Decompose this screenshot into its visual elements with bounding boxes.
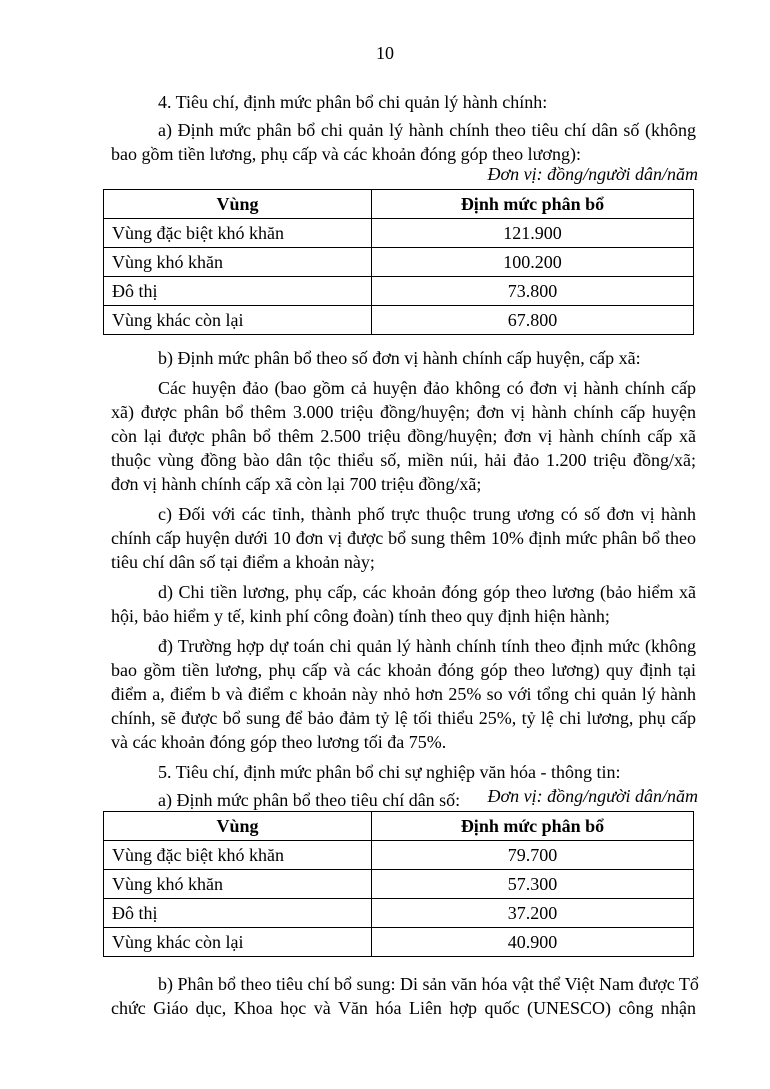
section4-a-line2: bao gồm tiền lương, phụ cấp và các khoản đóng góp theo lương): <box>111 144 581 164</box>
page-number: 10 <box>376 43 394 63</box>
region-cell: Vùng khác còn lại <box>104 928 372 957</box>
value-cell: 100.200 <box>372 248 694 277</box>
section5-a-line: a) Định mức phân bổ theo tiêu chí dân số: <box>158 790 461 810</box>
section4-b-line1: Các huyện đảo (bao gồm cả huyện đảo không có đơn vị hành chính cấp <box>158 378 696 398</box>
column-header-norm: Định mức phân bổ <box>372 812 694 841</box>
region-cell: Đô thị <box>104 899 372 928</box>
section5-heading: 5. Tiêu chí, định mức phân bổ chi sự nghiệp văn hóa - thông tin: <box>158 762 621 782</box>
section4-c-line2: chính cấp huyện dưới 10 đơn vị được bổ sung thêm 10% định mức phân bổ theo <box>111 528 696 548</box>
section4-d-line2: hội, bảo hiểm y tế, kinh phí công đoàn) tính theo quy định hiện hành; <box>111 606 610 626</box>
section4-b-line4: thuộc vùng đồng bào dân tộc thiểu số, miền núi, hải đảo 1.200 triệu đồng/xã; <box>111 450 696 470</box>
section4-c-line1: c) Đối với các tỉnh, thành phố trực thuộc trung ương có số đơn vị hành <box>158 504 696 524</box>
column-header-norm: Định mức phân bổ <box>372 190 694 219</box>
column-header-region: Vùng <box>104 190 372 219</box>
section5-b-line2: chức Giáo dục, Khoa học và Văn hóa Liên hợp quốc (UNESCO) công nhận <box>111 998 696 1018</box>
region-cell: Vùng đặc biệt khó khăn <box>104 841 372 870</box>
section4-dd-line1: đ) Trường hợp dự toán chi quản lý hành chính tính theo định mức (không <box>158 636 696 656</box>
value-cell: 67.800 <box>372 306 694 335</box>
table-row <box>104 841 694 870</box>
table-row <box>104 928 694 957</box>
column-header-region: Vùng <box>104 812 372 841</box>
region-cell: Vùng khác còn lại <box>104 306 372 335</box>
table-row <box>104 219 694 248</box>
value-cell: 40.900 <box>372 928 694 957</box>
table-row <box>104 277 694 306</box>
unit-label-1: Đơn vị: đồng/người dân/năm <box>487 164 698 184</box>
section4-dd-line3: điểm a, điểm b và điểm c khoản này nhỏ hơn 25% so với tổng chi quản lý hành <box>111 684 696 704</box>
section5-b-line1: b) Phân bổ theo tiêu chí bổ sung: Di sản văn hóa vật thể Việt Nam được Tổ <box>158 974 699 994</box>
section4-b-line2: xã) được phân bổ thêm 3.000 triệu đồng/huyện; đơn vị hành chính cấp huyện <box>111 402 696 422</box>
table-header-row <box>104 812 694 841</box>
section4-b-heading: b) Định mức phân bổ theo số đơn vị hành chính cấp huyện, cấp xã: <box>158 348 641 368</box>
unit-label-2: Đơn vị: đồng/người dân/năm <box>487 786 698 806</box>
value-cell: 79.700 <box>372 841 694 870</box>
region-cell: Vùng khó khăn <box>104 248 372 277</box>
allocation-table-culture <box>103 811 694 957</box>
value-cell: 37.200 <box>372 899 694 928</box>
value-cell: 73.800 <box>372 277 694 306</box>
table-header-row <box>104 190 694 219</box>
section4-c-line3: tiêu chí dân số tại điểm a khoản này; <box>111 552 375 572</box>
region-cell: Vùng đặc biệt khó khăn <box>104 219 372 248</box>
table-row <box>104 306 694 335</box>
section4-dd-line2: bao gồm tiền lương, phụ cấp và các khoản đóng góp theo lương) quy định tại <box>111 660 696 680</box>
section4-a-line1: a) Định mức phân bổ chi quản lý hành chính theo tiêu chí dân số (không <box>158 120 696 140</box>
table-row <box>104 248 694 277</box>
allocation-table-admin <box>103 189 694 335</box>
value-cell: 121.900 <box>372 219 694 248</box>
value-cell: 57.300 <box>372 870 694 899</box>
region-cell: Đô thị <box>104 277 372 306</box>
section4-b-line3: còn lại được phân bổ thêm 2.500 triệu đồng/huyện; đơn vị hành chính cấp xã <box>111 426 696 446</box>
section4-dd-line4: chính, sẽ được bổ sung để bảo đảm tỷ lệ tối thiểu 25%, tỷ lệ chi lương, phụ cấp <box>111 708 696 728</box>
table-row <box>104 899 694 928</box>
section4-heading: 4. Tiêu chí, định mức phân bổ chi quản lý hành chính: <box>158 92 548 112</box>
section4-dd-line5: và các khoản đóng góp theo lương tối đa 75%. <box>111 732 447 752</box>
region-cell: Vùng khó khăn <box>104 870 372 899</box>
section4-b-line5: đơn vị hành chính cấp xã còn lại 700 triệu đồng/xã; <box>111 474 482 494</box>
section4-d-line1: d) Chi tiền lương, phụ cấp, các khoản đóng góp theo lương (bảo hiểm xã <box>158 582 696 602</box>
table-row <box>104 870 694 899</box>
